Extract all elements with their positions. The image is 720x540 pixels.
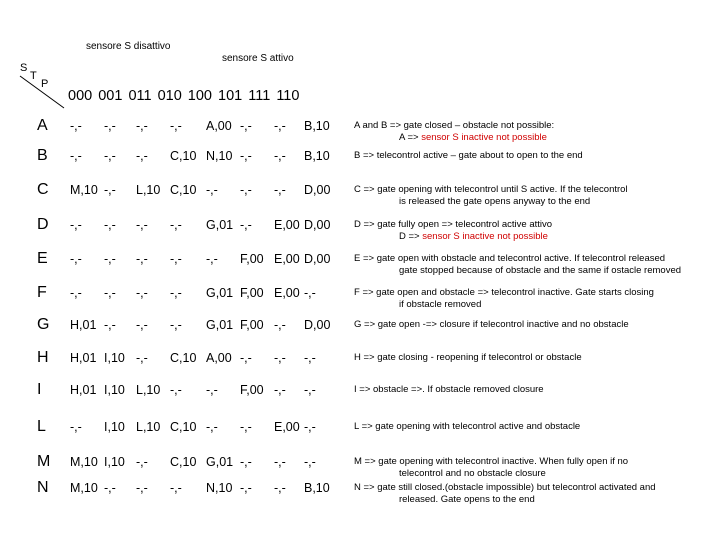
transition-cell: I,10 (104, 351, 125, 365)
transition-cell: -,- (274, 455, 286, 469)
transition-cell: -,- (304, 286, 316, 300)
transition-cell: -,- (304, 420, 316, 434)
description-line: D => gate fully open => telecontrol active attivo (354, 219, 553, 230)
description-subline (354, 468, 716, 480)
transition-cell: C,10 (170, 149, 197, 163)
transition-cell: -,- (70, 252, 82, 266)
transition-cell: L,10 (136, 420, 161, 434)
transition-cell: E,00 (274, 420, 300, 434)
state-label: C (37, 181, 49, 198)
corner-diagonal (18, 74, 68, 114)
transition-cell: -,- (206, 383, 218, 397)
description-subline-text: D => (399, 231, 423, 242)
description-subline-text: telecontrol and no obstacle closure (399, 468, 546, 479)
transition-cell: -,- (104, 286, 116, 300)
transition-cell: -,- (170, 252, 182, 266)
transition-cell: -,- (240, 455, 252, 469)
transition-cell: F,00 (240, 318, 264, 332)
transition-cell: -,- (304, 383, 316, 397)
transition-cell: A,00 (206, 119, 232, 133)
transition-cell: E,00 (274, 252, 300, 266)
transition-cell: -,- (206, 420, 218, 434)
description-subline (354, 299, 716, 311)
description-line: B => telecontrol active – gate about to open to the end (354, 150, 583, 161)
transition-cell: -,- (274, 183, 286, 197)
sensor-off-label: sensore S disattivo (86, 41, 171, 52)
transition-cell: E,00 (274, 218, 300, 232)
description-subline (354, 494, 716, 506)
transition-cell: -,- (104, 119, 116, 133)
description-line: H => gate closing - reopening if telecontrol or obstacle (354, 352, 582, 363)
state-description (354, 184, 716, 208)
transition-cell: D,00 (304, 183, 331, 197)
transition-cell: N,10 (206, 481, 233, 495)
transition-cell: -,- (170, 218, 182, 232)
state-label: E (37, 250, 48, 267)
description-subline-text: A => (399, 132, 422, 143)
transition-cell: B,10 (304, 481, 330, 495)
transition-cell: B,10 (304, 119, 330, 133)
transition-cell: G,01 (206, 218, 234, 232)
state-label: D (37, 216, 49, 233)
description-warning-text: sensor S inactive not possible (422, 231, 548, 242)
transition-cell: -,- (70, 119, 82, 133)
transition-cell: C,10 (170, 351, 197, 365)
state-description (354, 421, 716, 433)
description-subline (354, 231, 716, 243)
state-description (354, 384, 716, 396)
transition-cell: -,- (304, 455, 316, 469)
transition-cell: -,- (206, 252, 218, 266)
state-label: F (37, 284, 47, 301)
transition-cell: E,00 (274, 286, 300, 300)
state-description (354, 482, 716, 506)
transition-cell: -,- (274, 481, 286, 495)
transition-cell: -,- (240, 183, 252, 197)
state-description (354, 352, 716, 364)
transition-cell: -,- (240, 481, 252, 495)
transition-cell: -,- (206, 183, 218, 197)
description-subline (354, 265, 716, 277)
transition-cell: -,- (274, 383, 286, 397)
transition-cell: -,- (240, 218, 252, 232)
description-warning-text: sensor S inactive not possible (421, 132, 547, 143)
description-subline (354, 132, 716, 144)
transition-cell: A,00 (206, 351, 232, 365)
transition-cell: -,- (304, 351, 316, 365)
transition-cell: -,- (170, 318, 182, 332)
transition-cell: -,- (136, 119, 148, 133)
corner-t: T (30, 70, 37, 82)
description-line: C => gate opening with telecontrol until S active. If the telecontrol (354, 184, 628, 195)
state-label: L (37, 418, 46, 435)
transition-cell: I,10 (104, 420, 125, 434)
description-line: N => gate still closed.(obstacle impossible) but telecontrol activated and (354, 482, 656, 493)
transition-cell: G,01 (206, 286, 234, 300)
transition-cell: -,- (136, 218, 148, 232)
state-description (354, 219, 716, 243)
transition-cell: -,- (136, 286, 148, 300)
description-subline-text: if obstacle removed (399, 299, 482, 310)
state-label: A (37, 117, 48, 134)
transition-cell: -,- (70, 420, 82, 434)
transition-cell: F,00 (240, 286, 264, 300)
transition-cell: -,- (274, 119, 286, 133)
description-line: I => obstacle =>. If obstacle removed closure (354, 384, 544, 395)
transition-cell: G,01 (206, 455, 234, 469)
transition-cell: -,- (240, 420, 252, 434)
transition-cell: -,- (240, 351, 252, 365)
transition-cell: C,10 (170, 455, 197, 469)
transition-cell: -,- (104, 218, 116, 232)
transition-cell: -,- (70, 286, 82, 300)
transition-cell: -,- (170, 119, 182, 133)
transition-cell: -,- (274, 351, 286, 365)
transition-cell: M,10 (70, 455, 98, 469)
state-label: I (37, 381, 42, 398)
transition-cell: -,- (104, 183, 116, 197)
transition-cell: -,- (136, 351, 148, 365)
transition-cell: -,- (104, 149, 116, 163)
transition-cell: D,00 (304, 318, 331, 332)
transition-cell: M,10 (70, 481, 98, 495)
transition-cell: I,10 (104, 455, 125, 469)
transition-cell: D,00 (304, 218, 331, 232)
transition-cell: M,10 (70, 183, 98, 197)
transition-cell: D,00 (304, 252, 331, 266)
description-line: L => gate opening with telecontrol active and obstacle (354, 421, 581, 432)
description-line: E => gate open with obstacle and telecontrol active. If telecontrol released (354, 253, 666, 264)
description-subline-text: is released the gate opens anyway to the end (399, 196, 591, 207)
transition-cell: G,01 (206, 318, 234, 332)
transition-cell: -,- (104, 252, 116, 266)
transition-cell: -,- (70, 149, 82, 163)
transition-cell: L,10 (136, 183, 161, 197)
transition-cell: -,- (170, 383, 182, 397)
transition-cell: -,- (240, 119, 252, 133)
description-subline-text: gate stopped because of obstacle and the same if ostacle removed (399, 265, 682, 276)
state-description (354, 253, 716, 277)
transition-cell: B,10 (304, 149, 330, 163)
corner-p: P (41, 78, 49, 90)
state-description (354, 319, 716, 331)
description-line: M => gate opening with telecontrol inactive. When fully open if no (354, 456, 629, 467)
transition-cell: -,- (274, 149, 286, 163)
transition-cell: -,- (136, 149, 148, 163)
transition-cell: H,01 (70, 318, 97, 332)
transition-cell: -,- (136, 252, 148, 266)
transition-cell: -,- (104, 318, 116, 332)
description-line: G => gate open -=> closure if telecontrol inactive and no obstacle (354, 319, 629, 330)
description-line: A and B => gate closed – obstacle not possible: (354, 120, 555, 131)
transition-cell: C,10 (170, 183, 197, 197)
description-subline-text: released. Gate opens to the end (399, 494, 535, 505)
state-label: N (37, 479, 49, 496)
state-description (354, 287, 716, 311)
corner-s: S (20, 62, 28, 74)
state-label: G (37, 316, 50, 333)
transition-cell: L,10 (136, 383, 161, 397)
transition-cell: -,- (274, 318, 286, 332)
transition-cell: -,- (170, 286, 182, 300)
state-label: B (37, 147, 48, 164)
transition-cell: C,10 (170, 420, 197, 434)
transition-cell: -,- (240, 149, 252, 163)
transition-cell: H,01 (70, 383, 97, 397)
input-codes-header: 000 001 011 010 100 101 111 110 (68, 88, 300, 104)
state-description (354, 150, 716, 162)
state-description (354, 120, 716, 144)
transition-cell: -,- (170, 481, 182, 495)
transition-cell: -,- (136, 481, 148, 495)
transition-cell: F,00 (240, 252, 264, 266)
state-label: M (37, 453, 51, 470)
transition-cell: N,10 (206, 149, 233, 163)
description-subline (354, 196, 716, 208)
transition-cell: -,- (70, 218, 82, 232)
description-line: F => gate open and obstacle => telecontrol inactive. Gate starts closing (354, 287, 654, 298)
transition-cell: -,- (136, 455, 148, 469)
transition-cell: I,10 (104, 383, 125, 397)
transition-cell: H,01 (70, 351, 97, 365)
sensor-on-label: sensore S attivo (222, 53, 294, 64)
transition-cell: -,- (136, 318, 148, 332)
state-label: H (37, 349, 49, 366)
state-description (354, 456, 716, 480)
transition-cell: F,00 (240, 383, 264, 397)
transition-cell: -,- (104, 481, 116, 495)
